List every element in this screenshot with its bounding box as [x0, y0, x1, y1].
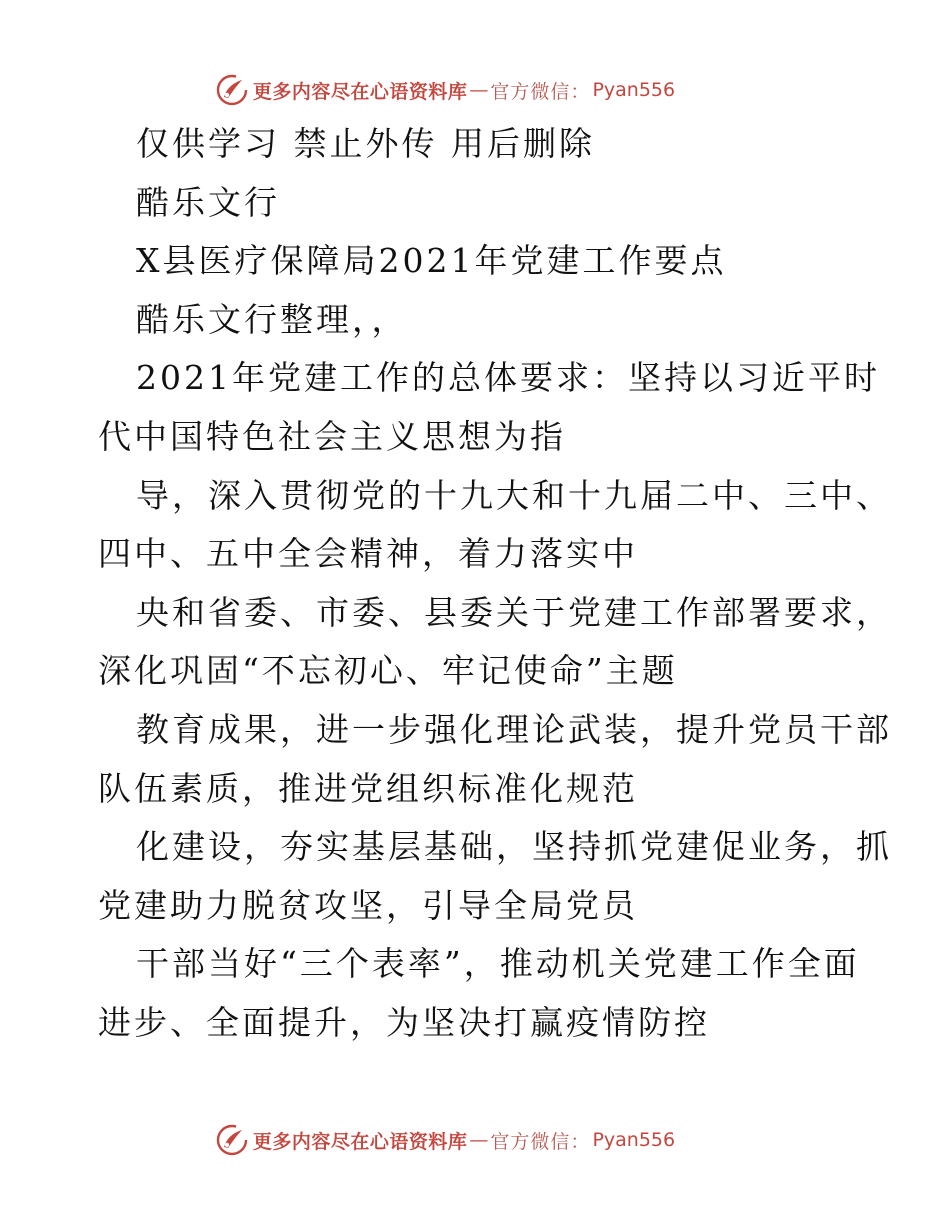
banner-text: 更多内容尽在心语资料库 — [252, 80, 468, 103]
text-line: 化建设，夯实基层基础，坚持抓党建促业务，抓 — [136, 827, 892, 867]
banner-wechat-label: 官方微信： — [490, 80, 591, 103]
text-line: 党建助力脱贫攻坚，引导全局党员 — [98, 885, 638, 925]
text-line: 酷乐文行整理，， — [136, 299, 408, 339]
logo-icon — [215, 1123, 249, 1157]
text-line: 干部当好“三个表率”，推动机关党建工作全面 — [136, 944, 860, 984]
banner-text: 更多内容尽在心语资料库 — [252, 1130, 468, 1153]
banner-wechat-label: 官方微信： — [490, 1130, 591, 1153]
text-line: 深化巩固“不忘初心、牢记使命”主题 — [98, 651, 678, 691]
banner-wechat-id: Pyan556 — [592, 1129, 676, 1151]
text-line: 队伍素质，推进党组织标准化规范 — [98, 768, 638, 808]
banner-dash: — — [469, 79, 489, 101]
text-line: 代中国特色社会主义思想为指 — [98, 416, 566, 456]
text-line: 四中、五中全会精神，着力落实中 — [98, 534, 638, 574]
document-body — [98, 115, 892, 1053]
text-line: 酷乐文行 — [136, 182, 280, 222]
banner-wechat-id: Pyan556 — [592, 79, 676, 101]
logo-icon — [215, 73, 249, 107]
text-line: 央和省委、市委、县委关于党建工作部署要求， — [136, 592, 892, 632]
text-line: 仅供学习 禁止外传 用后删除 — [136, 124, 595, 163]
text-line: 教育成果，进一步强化理论武装，提升党员干部 — [136, 709, 892, 749]
text-line: 2021年党建工作的总体要求：坚持以习近平时 — [136, 358, 880, 398]
document-title: X县医疗保障局2021年党建工作要点 — [136, 241, 727, 281]
text-line: 进步、全面提升，为坚决打赢疫情防控 — [98, 1002, 710, 1042]
header-banner — [0, 70, 950, 110]
text-line: 导，深入贯彻党的十九大和十九届二中、三中、 — [136, 475, 892, 515]
banner-dash: — — [469, 1129, 489, 1151]
footer-banner — [0, 1120, 950, 1160]
